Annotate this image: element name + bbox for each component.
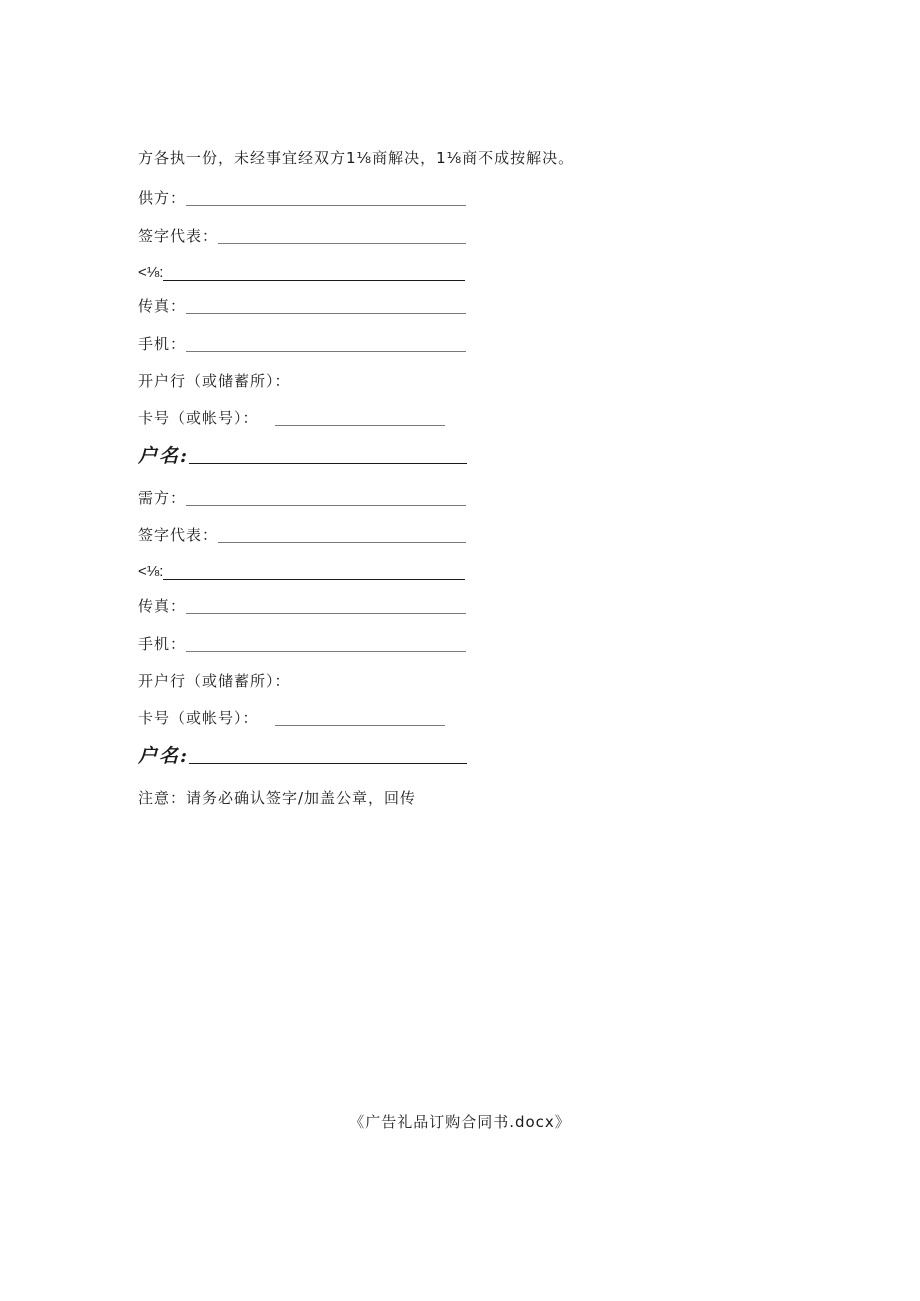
- supplier-account-label: 卡号（或帐号）：: [138, 409, 259, 427]
- supplier-mobile-label: 手机：: [138, 335, 187, 353]
- buyer-party-blank: [186, 504, 466, 506]
- buyer-account-name-blank: [189, 762, 467, 764]
- buyer-account-field: [138, 706, 445, 728]
- intro-paragraph: 方各执一份，未经事宜经双方1⅛商解决，1⅛商不成按解决。: [138, 149, 575, 167]
- supplier-account-blank: [275, 424, 445, 426]
- buyer-account-name-field: [138, 744, 467, 766]
- supplier-party-label: 供方：: [138, 189, 187, 207]
- buyer-party-field: [138, 486, 466, 508]
- buyer-phone-field: [138, 560, 465, 582]
- buyer-account-label: 卡号（或帐号）：: [138, 709, 259, 727]
- supplier-party-field: [138, 186, 466, 208]
- buyer-representative-blank: [218, 541, 466, 543]
- supplier-mobile-field: [138, 332, 466, 354]
- buyer-mobile-blank: [186, 650, 466, 652]
- supplier-fax-blank: [186, 312, 466, 314]
- supplier-representative-field: [138, 224, 466, 246]
- supplier-representative-blank: [218, 242, 466, 244]
- buyer-bank-label: 开户行（或储蓄所）：: [138, 672, 291, 690]
- buyer-fax-field: [138, 594, 466, 616]
- supplier-account-field: [138, 406, 445, 428]
- buyer-fax-blank: [186, 612, 466, 614]
- supplier-party-blank: [186, 204, 466, 206]
- buyer-representative-label: 签字代表：: [138, 526, 219, 544]
- supplier-bank-label: 开户行（或储蓄所）：: [138, 372, 291, 390]
- supplier-phone-label: <⅛:: [138, 264, 164, 281]
- buyer-account-blank: [275, 724, 445, 726]
- supplier-fax-label: 传真：: [138, 297, 187, 315]
- buyer-phone-blank: [163, 578, 465, 580]
- supplier-account-name-field: [138, 444, 467, 466]
- supplier-phone-field: [138, 261, 465, 283]
- buyer-phone-label: <⅛:: [138, 563, 164, 580]
- buyer-representative-field: [138, 523, 466, 545]
- supplier-phone-blank: [163, 279, 465, 281]
- supplier-representative-label: 签字代表：: [138, 227, 219, 245]
- buyer-mobile-field: [138, 632, 466, 654]
- buyer-party-label: 需方：: [138, 489, 187, 507]
- buyer-account-name-label: 户名:: [138, 745, 190, 767]
- supplier-fax-field: [138, 294, 466, 316]
- buyer-fax-label: 传真：: [138, 597, 187, 615]
- supplier-account-name-label: 户名:: [138, 445, 190, 467]
- footer-filename: 《广告礼品订购合同书.docx》: [349, 1113, 571, 1131]
- supplier-mobile-blank: [186, 350, 466, 352]
- buyer-mobile-label: 手机：: [138, 635, 187, 653]
- supplier-account-name-blank: [189, 462, 467, 464]
- note-text: 注意：请务必确认签字/加盖公章，回传: [138, 789, 417, 807]
